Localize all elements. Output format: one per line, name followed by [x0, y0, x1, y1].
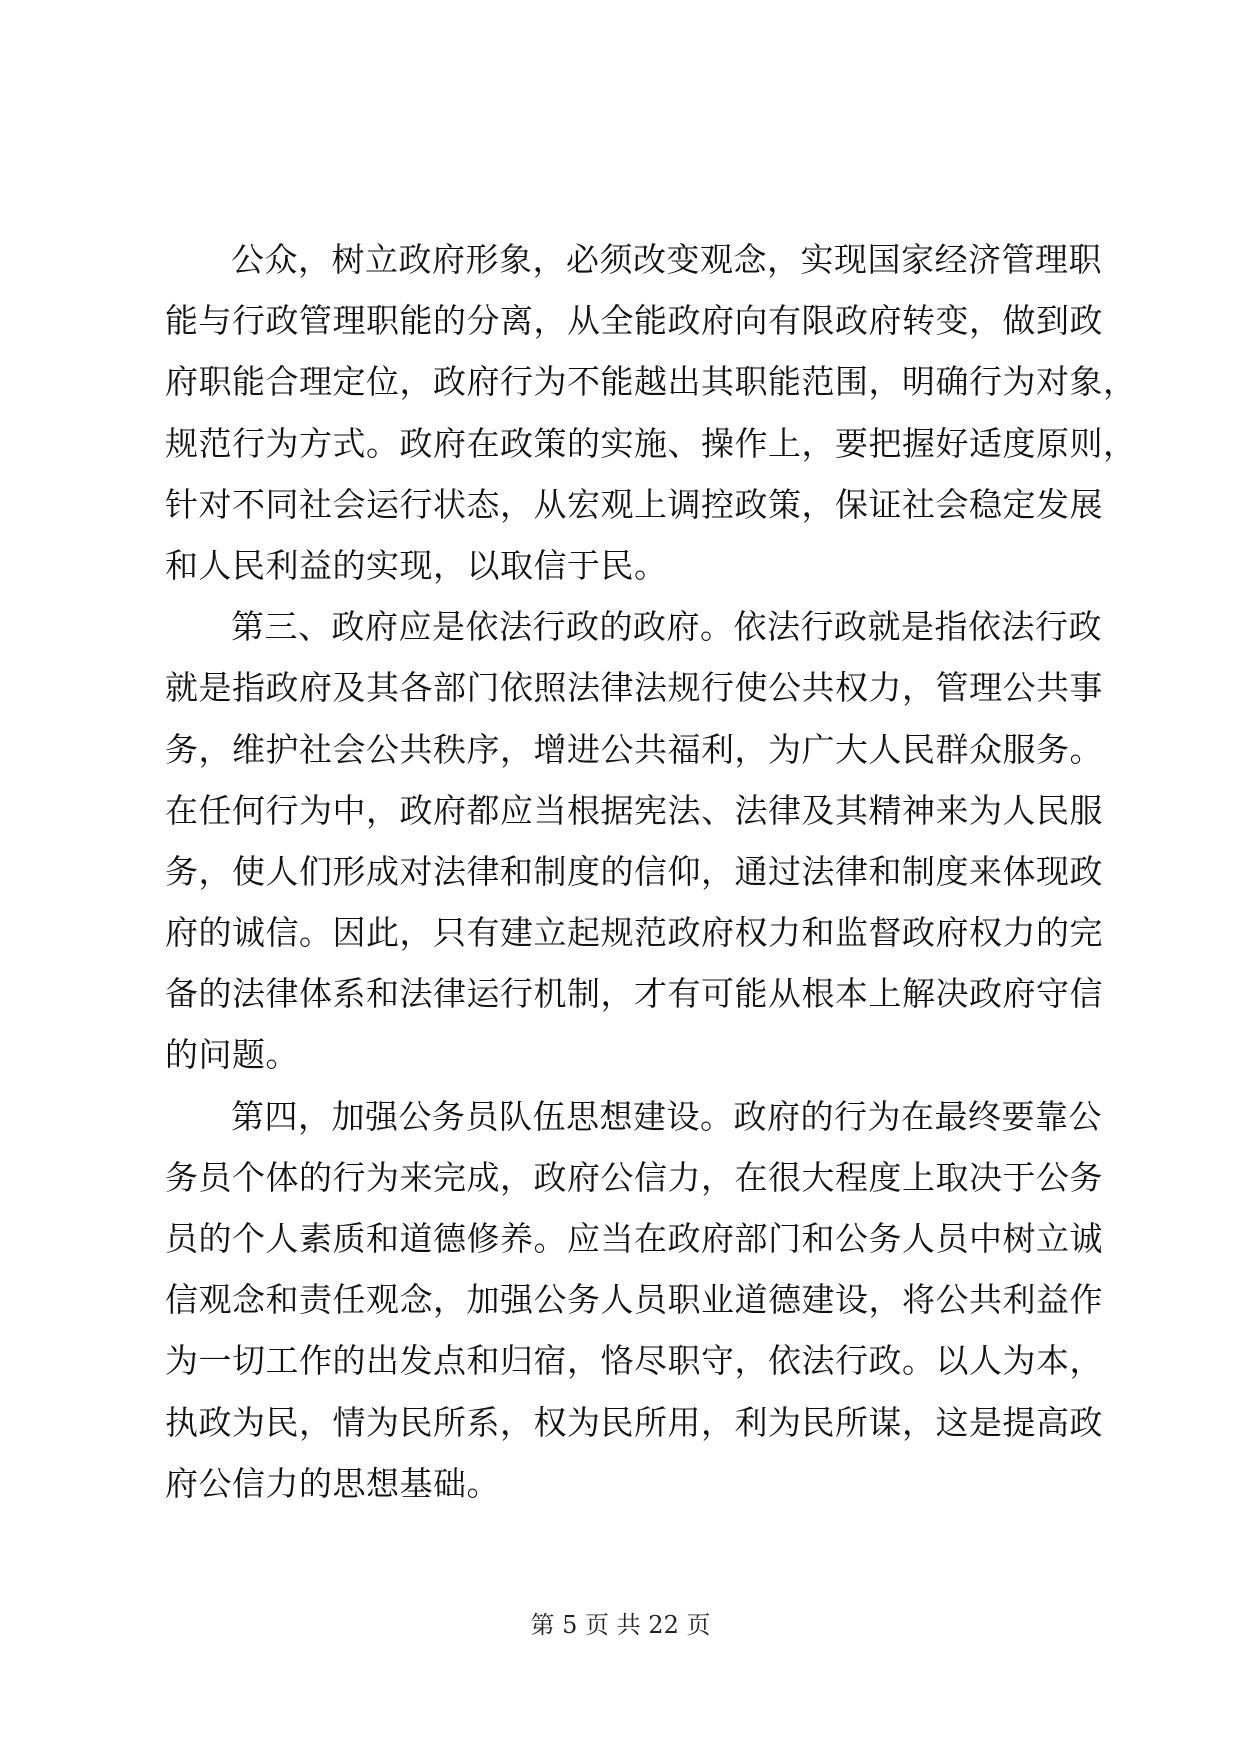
text-line: 府职能合理定位，政府行为不能越出其职能范围，明确行为对象，	[165, 362, 1137, 402]
text-line: 能与行政管理职能的分离，从全能政府向有限政府转变，做到政	[165, 301, 1103, 341]
text-line: 在任何行为中，政府都应当根据宪法、法律及其精神来为人民服	[165, 790, 1103, 830]
text-line: 规范行为方式。政府在政策的实施、操作上，要把握好适度原则，	[165, 423, 1137, 463]
text-line: 信观念和责任观念，加强公务人员职业道德建设，将公共利益作	[165, 1280, 1103, 1320]
document-body	[165, 229, 1137, 1514]
text-line: 和人民利益的实现，以取信于民。	[165, 545, 668, 585]
text-line: 务，维护社会公共秩序，增进公共福利，为广大人民群众服务。	[165, 729, 1103, 769]
text-line: 务员个体的行为来完成，政府公信力，在很大程度上取决于公务	[165, 1157, 1103, 1197]
text-line: 第三、政府应是依法行政的政府。依法行政就是指依法行政	[231, 607, 1102, 647]
paragraph-1	[165, 229, 1137, 596]
text-line: 府的诚信。因此，只有建立起规范政府权力和监督政府权力的完	[165, 913, 1103, 953]
text-line: 员的个人素质和道德修养。应当在政府部门和公务人员中树立诚	[165, 1219, 1103, 1258]
paragraph-3	[165, 1086, 1103, 1514]
text-line: 执政为民，情为民所系，权为民所用，利为民所谋，这是提高政	[165, 1402, 1103, 1442]
page-number-footer: 第 5 页 共 22 页	[530, 1611, 711, 1639]
text-line: 的问题。	[165, 1035, 299, 1075]
text-line: 就是指政府及其各部门依照法律法规行使公共权力，管理公共事	[165, 668, 1103, 708]
text-line: 府公信力的思想基础。	[165, 1463, 500, 1503]
text-line: 公众，树立政府形象，必须改变观念，实现国家经济管理职	[231, 240, 1102, 279]
text-line: 第四，加强公务员队伍思想建设。政府的行为在最终要靠公	[231, 1096, 1102, 1136]
paragraph-2	[165, 596, 1103, 1086]
text-line: 务，使人们形成对法律和制度的信仰，通过法律和制度来体现政	[165, 851, 1103, 891]
text-line: 备的法律体系和法律运行机制，才有可能从根本上解决政府守信	[165, 974, 1103, 1014]
text-line: 针对不同社会运行状态，从宏观上调控政策，保证社会稳定发展	[165, 484, 1103, 524]
text-line: 为一切工作的出发点和归宿，恪尽职守，依法行政。以人为本，	[165, 1341, 1103, 1381]
